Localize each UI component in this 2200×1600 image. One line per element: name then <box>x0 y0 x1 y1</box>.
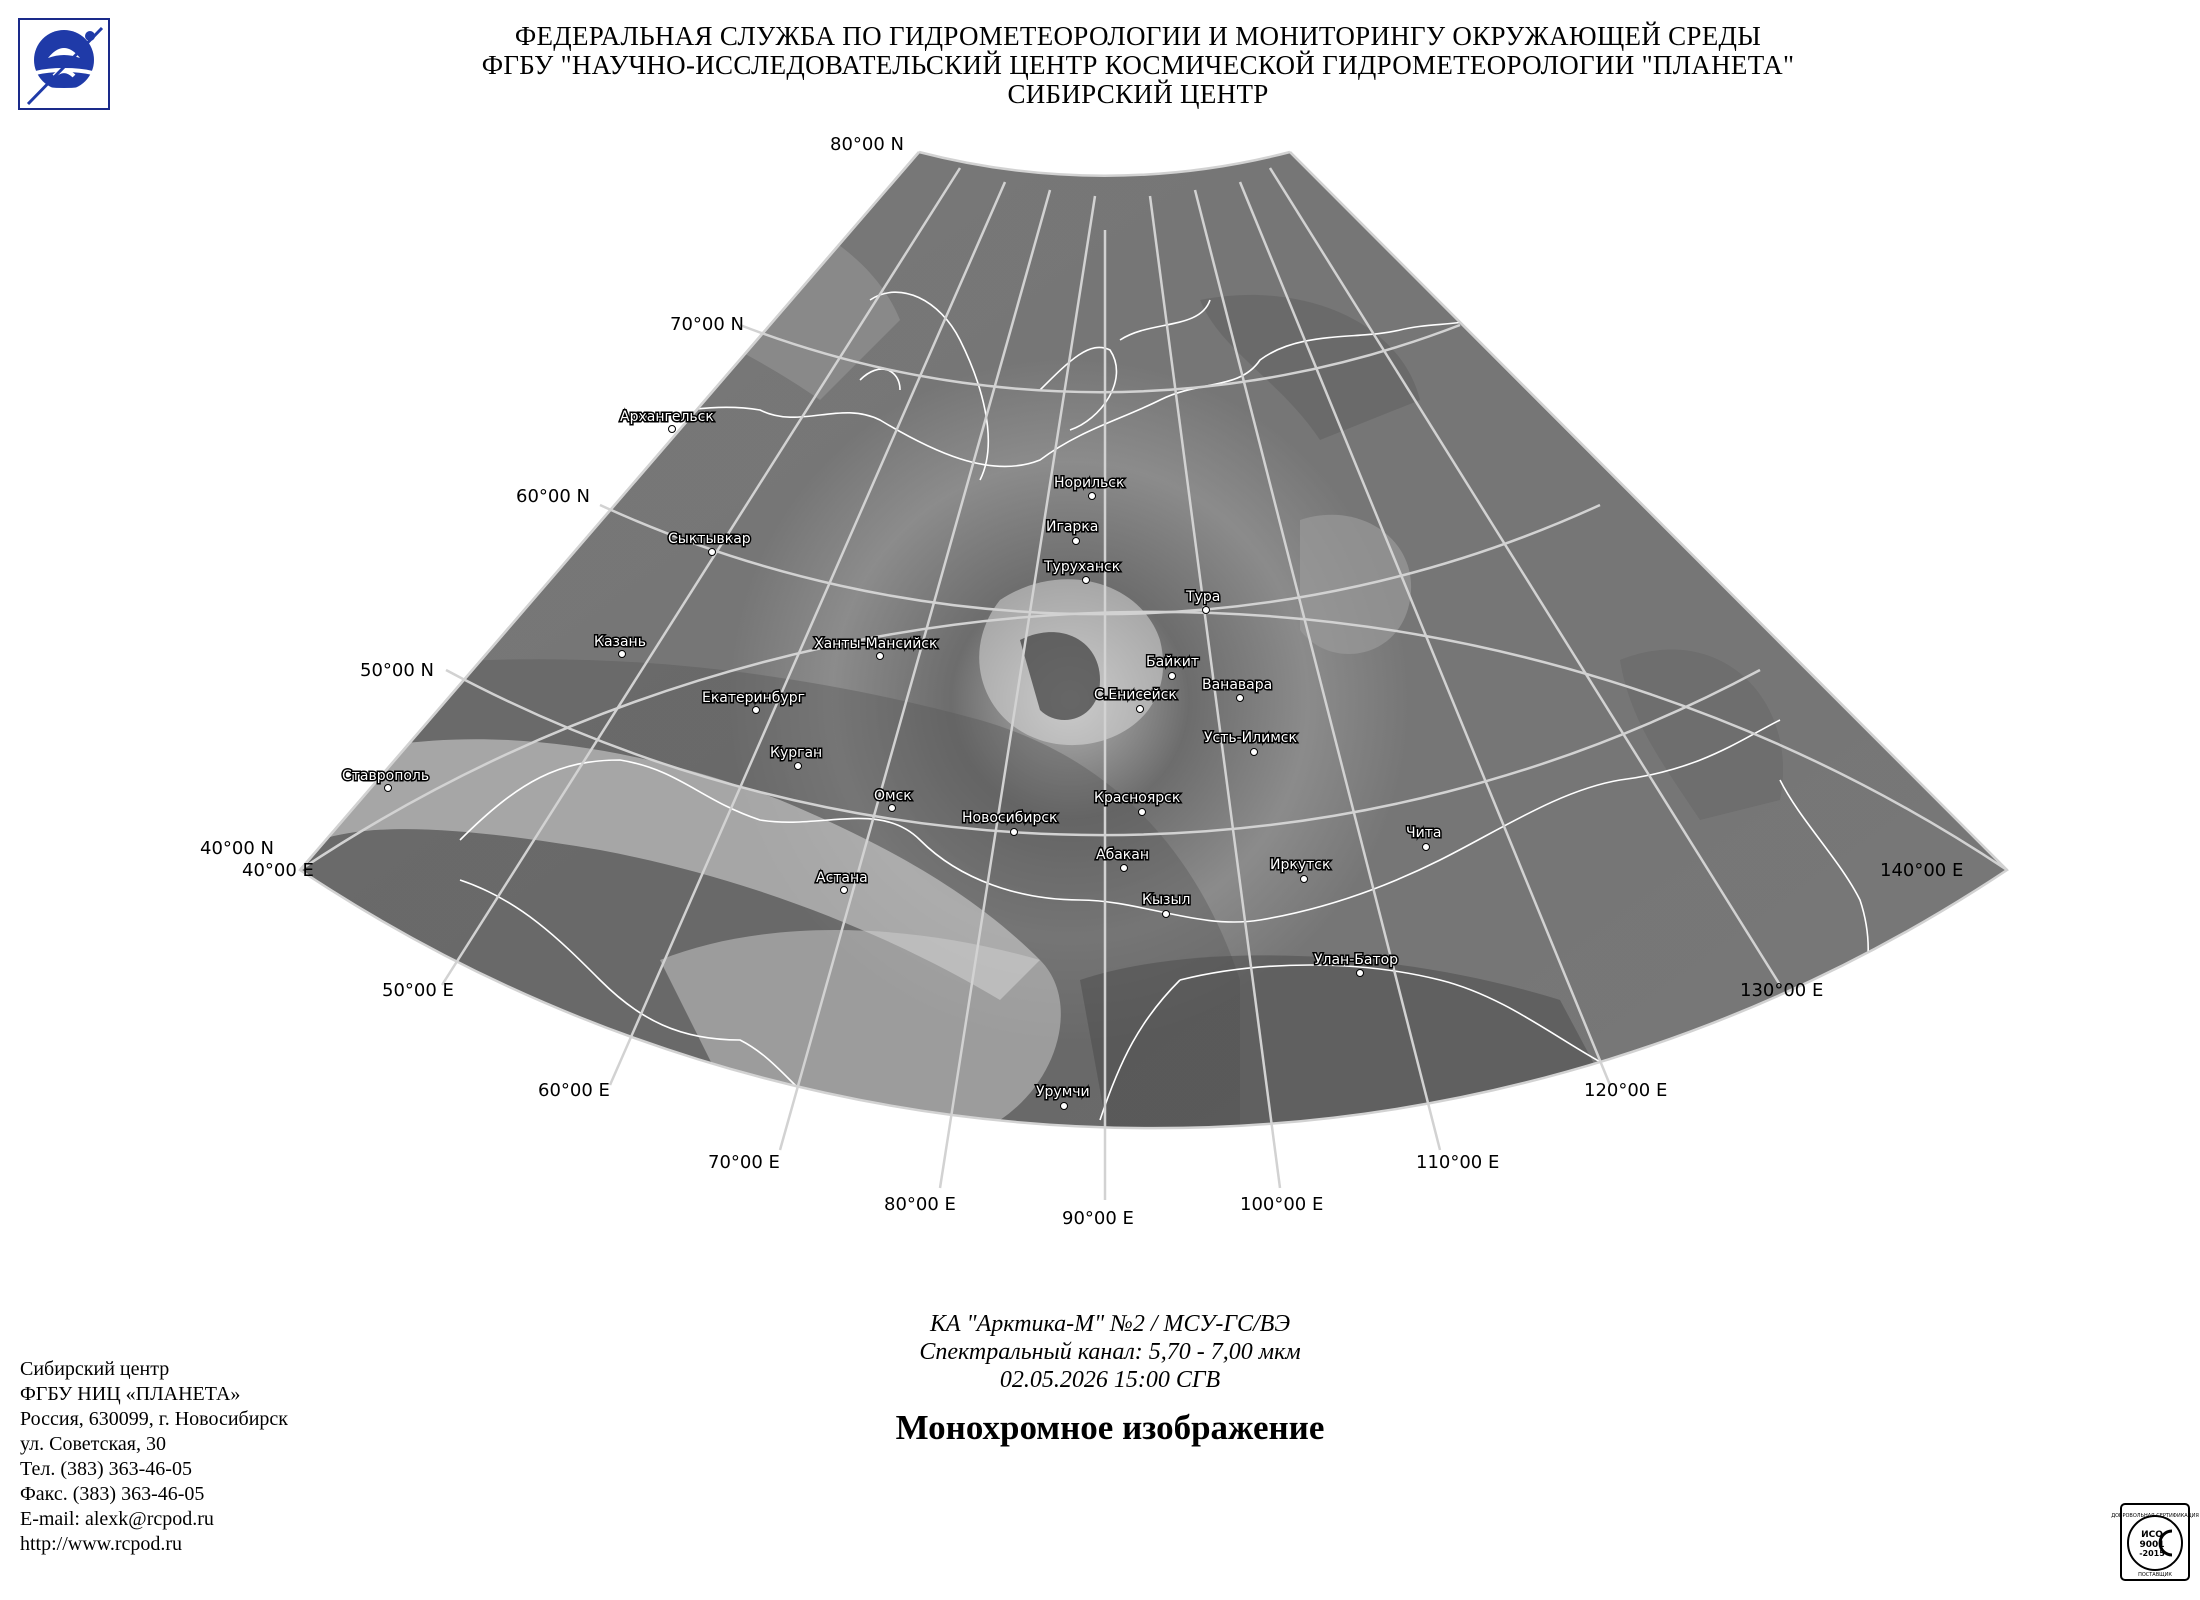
lon-label-40: 40°00 E <box>242 860 314 881</box>
city-tura: Тура <box>1186 589 1221 605</box>
header-line-3: СИБИРСКИЙ ЦЕНТР <box>1007 79 1269 109</box>
city-vanavara: Ванавара <box>1202 677 1273 693</box>
svg-text:ИСО: ИСО <box>2141 1530 2163 1540</box>
city-ekaterinburg: Екатеринбург <box>702 690 805 706</box>
lon-label-100: 100°00 E <box>1240 1194 1324 1215</box>
lon-label-90: 90°00 E <box>1062 1208 1134 1229</box>
lat-label-80: 80°00 N <box>830 134 904 155</box>
city-stavropol: Ставрополь <box>342 768 430 784</box>
footer-line: ФГБУ НИЦ «ПЛАНЕТА» <box>20 1383 241 1405</box>
city-novosibirsk: Новосибирск <box>962 810 1058 826</box>
lon-label-70: 70°00 E <box>708 1152 780 1173</box>
city-omsk: Омск <box>874 788 912 804</box>
lon-label-130: 130°00 E <box>1740 980 1824 1001</box>
image-caption <box>20 1310 2200 1394</box>
city-s-eniseysk: С.Енисейск <box>1094 687 1177 703</box>
city-irkutsk: Иркутск <box>1270 857 1331 873</box>
lon-label-80: 80°00 E <box>884 1194 956 1215</box>
footer-line: ул. Советская, 30 <box>20 1433 166 1455</box>
lon-label-60: 60°00 E <box>538 1080 610 1101</box>
city-turukhansk: Туруханск <box>1044 559 1121 575</box>
city-chita: Чита <box>1406 825 1442 841</box>
caption-channel: Спектральный канал: 5,70 - 7,00 мкм <box>919 1339 1301 1365</box>
city-abakan: Абакан <box>1096 847 1149 863</box>
lat-label-40: 40°00 N <box>200 838 274 859</box>
header-line-2: ФГБУ "НАУЧНО-ИССЛЕДОВАТЕЛЬСКИЙ ЦЕНТР КОСМИЧЕСКОЙ ГИДРОМЕТЕОРОЛОГИИ "ПЛАНЕТА" <box>481 50 1795 80</box>
header-line-1: ФЕДЕРАЛЬНАЯ СЛУЖБА ПО ГИДРОМЕТЕОРОЛОГИИ И МОНИТОРИНГУ ОКРУЖАЮЩЕЙ СРЕДЫ <box>514 21 1762 51</box>
iso-certification-badge <box>2111 1503 2199 1581</box>
lon-label-120: 120°00 E <box>1584 1080 1668 1101</box>
city-baykit: Байкит <box>1146 654 1199 670</box>
city-kurgan: Курган <box>770 745 823 761</box>
city-kyzyl: Кызыл <box>1142 892 1191 908</box>
svg-text:ПОСТАВЩИК: ПОСТАВЩИК <box>2138 1572 2172 1578</box>
svg-text:9001: 9001 <box>2139 1540 2165 1550</box>
caption-datetime: 02.05.2026 15:00 СГВ <box>999 1367 1221 1393</box>
city-ust-ilimsk: Усть-Илимск <box>1204 730 1297 746</box>
lon-label-140: 140°00 E <box>1880 860 1964 881</box>
city-urumchi: Урумчи <box>1036 1084 1090 1100</box>
footer-email: E-mail: alexk@rcpod.ru <box>20 1508 214 1530</box>
lon-label-50: 50°00 E <box>382 980 454 1001</box>
city-kazan: Казань <box>594 634 646 650</box>
city-norilsk: Норильск <box>1054 475 1125 491</box>
svg-text:-2015: -2015 <box>2139 1549 2165 1558</box>
contact-info <box>20 1357 288 1557</box>
lat-label-70: 70°00 N <box>670 314 744 335</box>
footer-line: Сибирский центр <box>20 1358 170 1380</box>
product-title: Монохромное изображение <box>895 1408 1325 1447</box>
footer-line: Факс. (383) 363-46-05 <box>20 1483 205 1505</box>
city-igarka: Игарка <box>1046 519 1099 535</box>
city-krasnoyarsk: Красноярск <box>1094 790 1181 806</box>
city-ulan-bator: Улан-Батор <box>1314 952 1399 968</box>
lat-label-50: 50°00 N <box>360 660 434 681</box>
svg-text:ДОБРОВОЛЬНАЯ СЕРТИФИКАЦИЯ: ДОБРОВОЛЬНАЯ СЕРТИФИКАЦИЯ <box>2111 1513 2199 1519</box>
city-astana: Астана <box>816 870 868 886</box>
lat-label-60: 60°00 N <box>516 486 590 507</box>
city-khanty-mansiysk: Ханты-Мансийск <box>814 636 938 652</box>
caption-satellite: КА "Арктика-М" №2 / МСУ-ГС/ВЭ <box>929 1311 1291 1337</box>
footer-website: http://www.rcpod.ru <box>20 1533 183 1555</box>
footer-line: Россия, 630099, г. Новосибирск <box>20 1408 289 1430</box>
city-arkhangelsk: Архангельск <box>620 409 714 425</box>
city-syktyvkar: Сыктывкар <box>668 531 751 547</box>
lon-label-110: 110°00 E <box>1416 1152 1500 1173</box>
footer-line: Тел. (383) 363-46-05 <box>20 1458 192 1480</box>
